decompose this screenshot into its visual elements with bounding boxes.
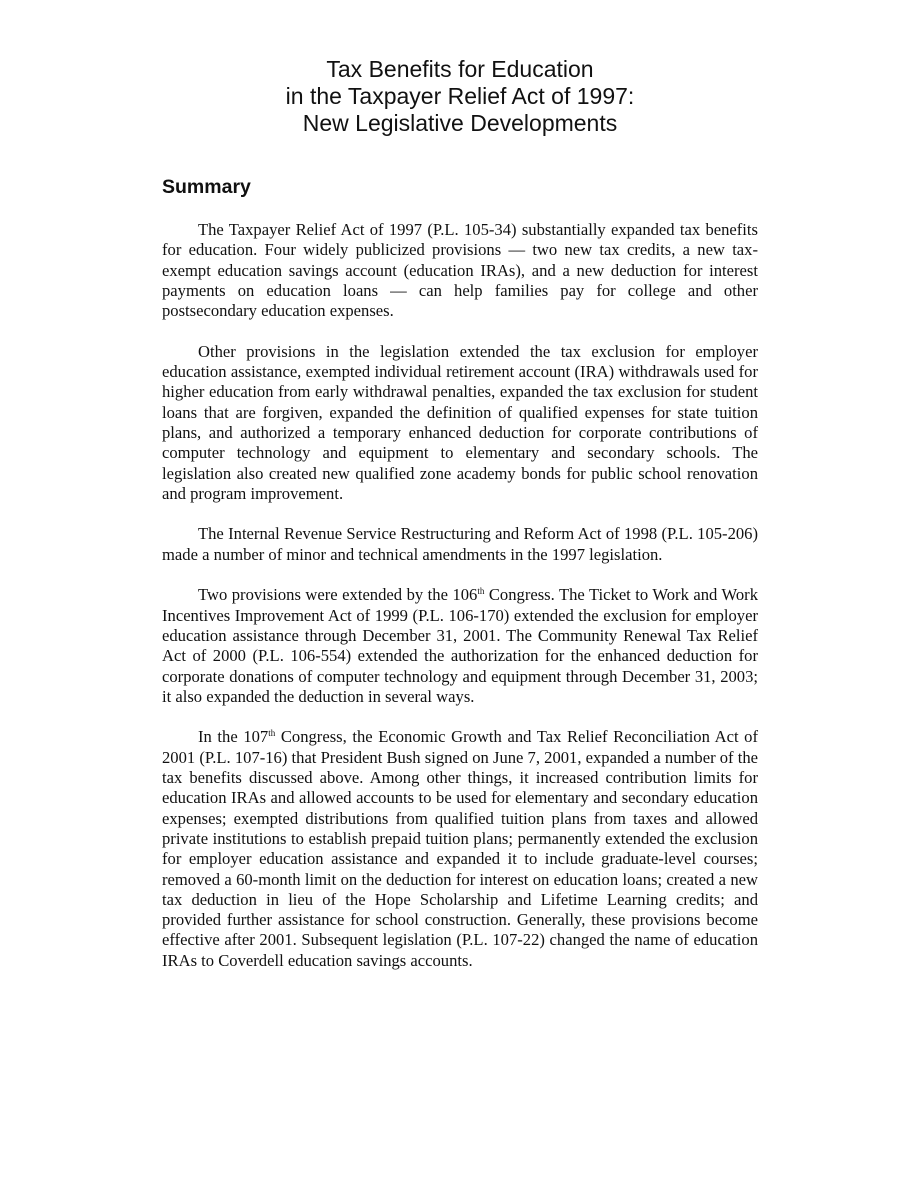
p5-ordinal-suffix: th — [268, 728, 276, 739]
summary-heading: Summary — [162, 176, 251, 198]
summary-paragraph-2: Other provisions in the legislation extended the tax exclusion for employer education assistance, exempted individual retirement account (IRA) withdrawals used for higher education from early withdrawal penalties, expanded the tax exclusion for student loans that are forgiven, expanded the definition of qualified expenses for state tuition plans, and authorized a temporary enhanced deduction for corporate contributions of computer technology and equipment to elementary and secondary schools. The legislation also created new qualified zone academy bonds for public school renovation and program improvement. — [162, 341, 758, 503]
summary-paragraph-5 — [162, 727, 758, 971]
title-line-2: in the Taxpayer Relief Act of 1997: — [285, 83, 635, 109]
title-line-1: Tax Benefits for Education — [326, 56, 594, 82]
summary-paragraph-1: The Taxpayer Relief Act of 1997 (P.L. 105-34) substantially expanded tax benefits for education. Four widely publicized provisions — two new tax credits, a new tax-exempt education savings account (education IRAs), and a new deduction for interest payments on education loans — can help families pay for college and other postsecondary education expenses. — [162, 220, 758, 321]
title-line-3: New Legislative Developments — [302, 110, 618, 136]
p4-text-rest: Congress. The Ticket to Work and Work Incentives Improvement Act of 1999 (P.L. 106-170) extended the exclusion for employer education assistance through December 31, 2001. The Community Renewal Tax Relief Act of 2000 (P.L. 106-554) extended the authorization for the enhanced deduction for corporate donations of computer technology and equipment through December 31, 2003; it also expanded the deduction in several ways. — [162, 585, 758, 706]
p5-text-rest: Congress, the Economic Growth and Tax Relief Reconciliation Act of 2001 (P.L. 107-16) that President Bush signed on June 7, 2001, expanded a number of the tax benefits discussed above. Among other things, it increased contribution limits for education IRAs and allowed accounts to be used for elementary and secondary education expenses; exempted distributions from qualified tuition plans from taxes and allowed private institutions to establish prepaid tuition plans; permanently extended the exclusion for employer education assistance and expanded it to include graduate-level courses; removed a 60-month limit on the deduction for interest on education loans; created a new tax deduction in lieu of the Hope Scholarship and Lifetime Learning credits; and provided further assistance for school construction. Generally, these provisions become effective after 2001. Subsequent legislation (P.L. 107-22) changed the name of education IRAs to Coverdell education savings accounts. — [162, 727, 758, 970]
document-title — [160, 56, 760, 137]
summary-paragraph-4 — [162, 585, 758, 707]
summary-paragraph-3: The Internal Revenue Service Restructuring and Reform Act of 1998 (P.L. 105-206) made a number of minor and technical amendments in the 1997 legislation. — [162, 524, 758, 564]
p4-text-start: Two provisions were extended by the 106 — [198, 585, 478, 605]
summary-body — [162, 220, 758, 991]
p5-text-start: In the 107 — [198, 727, 269, 747]
p4-ordinal-suffix: th — [477, 586, 485, 597]
